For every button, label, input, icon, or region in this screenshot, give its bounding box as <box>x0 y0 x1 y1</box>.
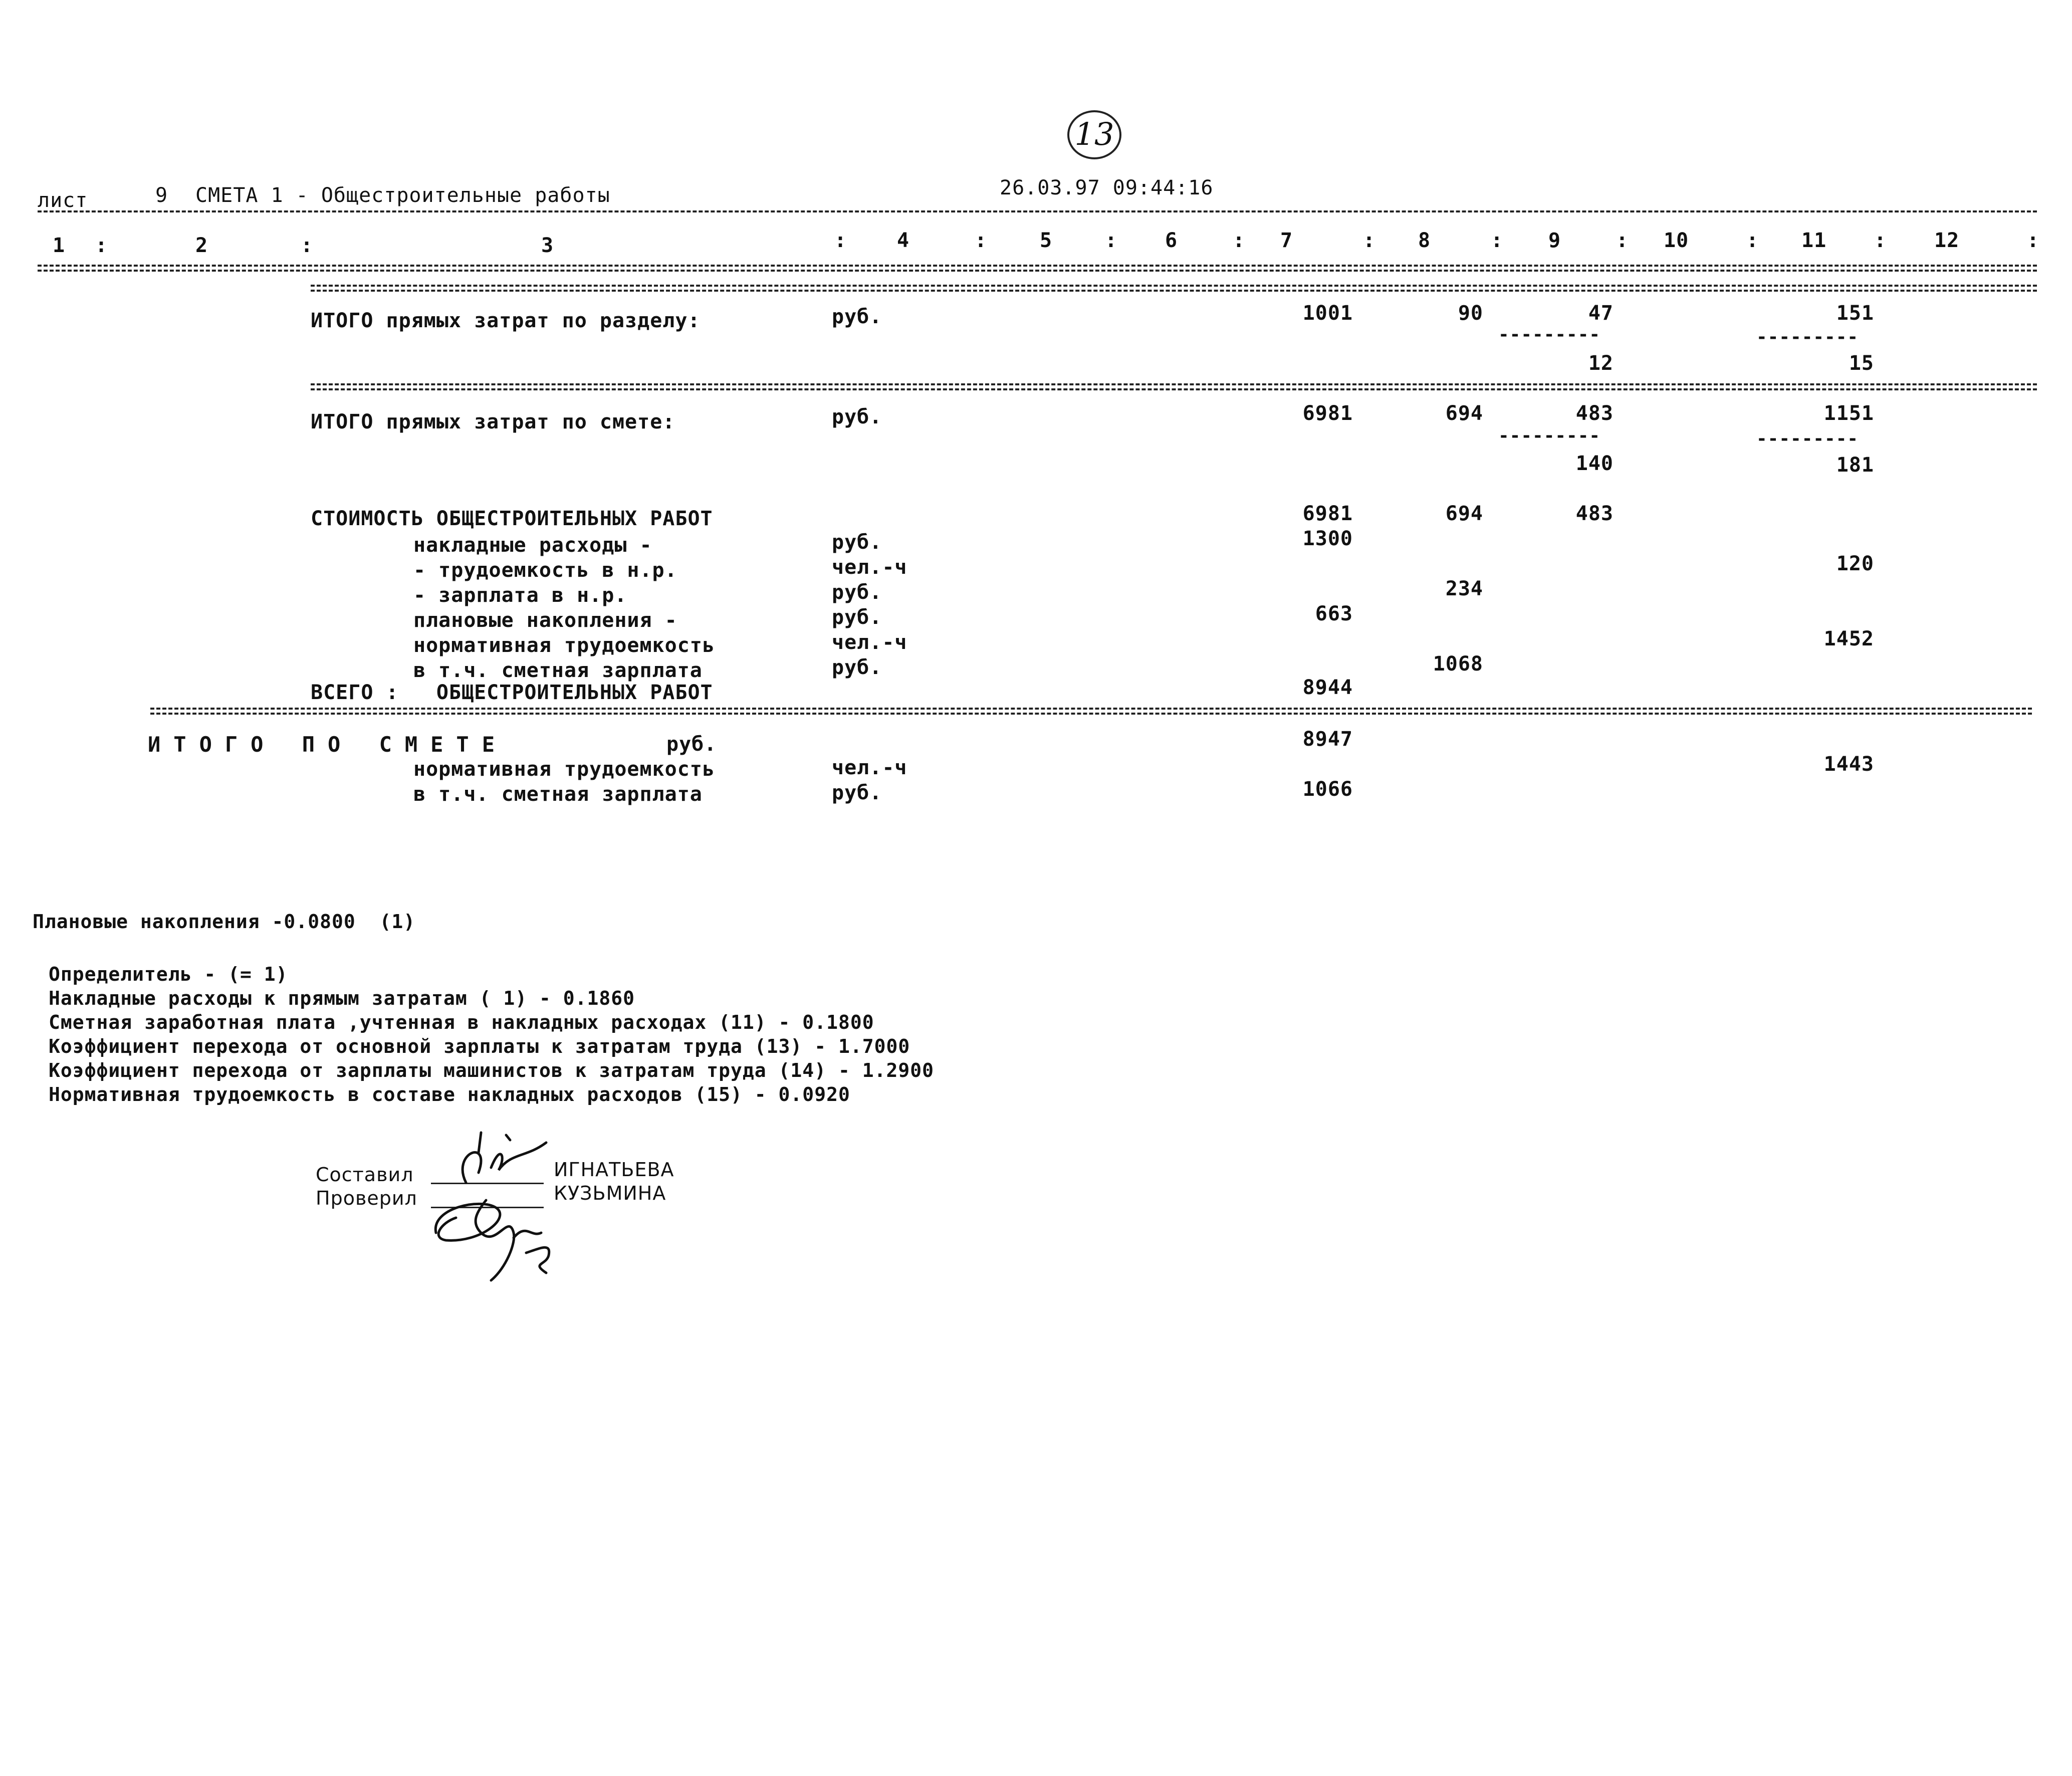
grand-total-rule <box>150 708 2032 715</box>
cost-row-c8: 1068 <box>1433 652 1483 676</box>
col-2: 2 <box>195 234 208 257</box>
grand-total-row-label: в т.ч. сметная зарплата <box>413 783 703 806</box>
grand-total-row-unit: руб. <box>832 781 882 804</box>
sheet-number: 9 <box>155 184 168 207</box>
col-sep: : <box>1105 229 1118 252</box>
section-total-c9: 47 <box>1588 302 1614 325</box>
col-sep: : <box>2027 229 2040 252</box>
estimate-total-unit: руб. <box>832 405 882 428</box>
cost-row-c11: 120 <box>1836 552 1874 575</box>
cost-row-label: - зарплата в н.р. <box>413 584 627 607</box>
cost-row-unit: чел.-ч <box>832 556 907 579</box>
note-line: Коэффициент перехода от основной зарплаты к затратам труда (13) - 1.7000 <box>49 1035 910 1057</box>
note-line: Сметная заработная плата ,учтенная в накладных расходах (11) - 0.1800 <box>49 1011 874 1033</box>
col-8: 8 <box>1418 229 1431 252</box>
col-sep: : <box>834 229 847 252</box>
section-total-c11-sub: 15 <box>1849 352 1874 375</box>
col-12: 12 <box>1934 229 1960 252</box>
estimate-total-c9: 483 <box>1575 402 1614 425</box>
cost-row-label: в т.ч. сметная зарплата <box>413 659 703 682</box>
list-label: лист <box>38 189 88 212</box>
estimate-total-c9-sub: 140 <box>1575 452 1614 475</box>
estimate-total-c11: 1151 <box>1823 402 1874 425</box>
col-10: 10 <box>1664 229 1689 252</box>
cost-row-c7: 1300 <box>1302 527 1353 550</box>
signature-role: Проверил <box>316 1187 417 1209</box>
section-total-c7: 1001 <box>1302 302 1353 325</box>
signature-name: ИГНАТЬЕВА <box>554 1159 674 1181</box>
cost-block-title: СТОИМОСТЬ ОБЩЕСТРОИТЕЛЬНЫХ РАБОТ <box>311 507 713 530</box>
col-11: 11 <box>1801 229 1827 252</box>
document-title: СМЕТА 1 - Общестроительные работы <box>195 184 610 207</box>
col-sep: : <box>1491 229 1504 252</box>
note-line: Коэффициент перехода от зарплаты машинистов к затратам труда (14) - 1.2900 <box>49 1059 934 1081</box>
section-total-c8: 90 <box>1458 302 1483 325</box>
col-sep: : <box>975 229 988 252</box>
col-5: 5 <box>1040 229 1053 252</box>
grand-total-row-label: нормативная трудоемкость <box>413 758 715 781</box>
note-line: Нормативная трудоемкость в составе накладных расходов (15) - 0.0920 <box>49 1083 850 1105</box>
cost-row-unit: руб. <box>832 581 882 604</box>
cost-row-label: накладные расходы - <box>413 534 652 557</box>
estimate-total-c7: 6981 <box>1302 402 1353 425</box>
page-number-mark: 13 <box>1067 110 1121 159</box>
grand-total-label: ИТОГО ПО СМЕТЕ <box>148 732 508 757</box>
note-line: Накладные расходы к прямым затратам ( 1) - 0.1860 <box>49 987 635 1009</box>
col-sep: : <box>1616 229 1629 252</box>
cost-row-unit: руб. <box>832 656 882 679</box>
cost-block-total-label: ВСЕГО : ОБЩЕСТРОИТЕЛЬНЫХ РАБОТ <box>311 681 713 704</box>
section-total-unit: руб. <box>832 305 882 328</box>
cost-row-c8: 234 <box>1445 577 1483 600</box>
signature-scribble-2 <box>426 1178 586 1283</box>
estimate-total-c8: 694 <box>1445 402 1483 425</box>
grand-total-unit: руб. <box>666 733 717 756</box>
grand-total-c7: 8947 <box>1302 728 1353 751</box>
cost-row-label: - трудоемкость в н.р. <box>413 559 677 582</box>
timestamp: 26.03.97 09:44:16 <box>1000 176 1214 199</box>
estimate-rule <box>311 383 2037 390</box>
cost-row-unit: руб. <box>832 531 882 554</box>
subtotal-dash: --------- <box>1498 425 1601 446</box>
cost-row-label: плановые накопления - <box>413 609 677 632</box>
section-total-label: ИТОГО прямых затрат по разделу: <box>311 309 701 332</box>
cost-row-unit: чел.-ч <box>832 631 907 654</box>
cost-row-c7: 663 <box>1315 602 1353 625</box>
col-3: 3 <box>541 234 554 257</box>
cost-block-c8: 694 <box>1445 502 1483 525</box>
cost-row-unit: руб. <box>832 606 882 629</box>
section-total-c11: 151 <box>1836 302 1874 325</box>
col-1: 1 <box>53 234 66 257</box>
subtotal-dash: --------- <box>1498 324 1601 345</box>
section-rule <box>311 285 2037 292</box>
col-sep: : <box>1874 229 1887 252</box>
col-7: 7 <box>1280 229 1293 252</box>
grand-total-row-c7: 1066 <box>1302 778 1353 801</box>
col-sep: : <box>1363 229 1376 252</box>
grand-total-row-unit: чел.-ч <box>832 756 907 779</box>
subtotal-dash: --------- <box>1756 428 1859 449</box>
note-line: Определитель - (= 1) <box>49 963 288 985</box>
header-rule <box>38 210 2037 212</box>
table-header-rule <box>38 265 2037 272</box>
grand-total-row-c11: 1443 <box>1823 753 1874 776</box>
col-4: 4 <box>897 229 910 252</box>
col-sep: : <box>95 234 108 257</box>
cost-row-label: нормативная трудоемкость <box>413 634 715 657</box>
cost-block-c7: 6981 <box>1302 502 1353 525</box>
cost-row-c11: 1452 <box>1823 627 1874 650</box>
planned-savings-note: Плановые накопления -0.0800 (1) <box>33 911 416 933</box>
col-sep: : <box>301 234 314 257</box>
cost-block-c9: 483 <box>1575 502 1614 525</box>
estimate-total-label: ИТОГО прямых затрат по смете: <box>311 410 675 433</box>
col-sep: : <box>1233 229 1246 252</box>
estimate-total-c11-sub: 181 <box>1836 454 1874 477</box>
signature-name: КУЗЬМИНА <box>554 1182 666 1204</box>
subtotal-dash: --------- <box>1756 327 1859 347</box>
cost-block-total-c7: 8944 <box>1302 676 1353 699</box>
col-sep: : <box>1746 229 1759 252</box>
col-6: 6 <box>1165 229 1178 252</box>
signature-role: Составил <box>316 1164 414 1186</box>
col-9: 9 <box>1548 229 1561 252</box>
section-total-c9-sub: 12 <box>1588 352 1614 375</box>
